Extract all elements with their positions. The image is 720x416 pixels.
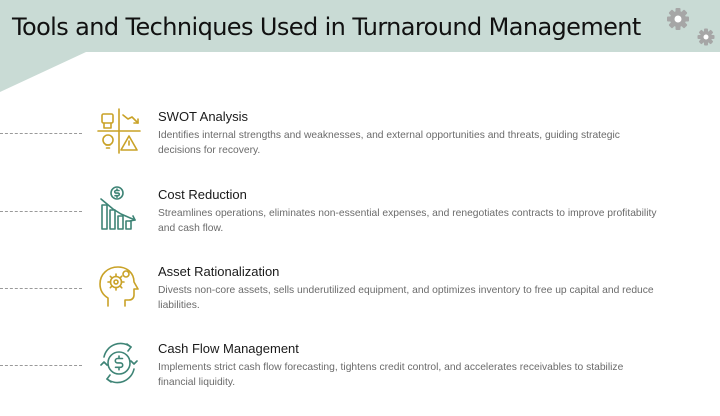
swot-icon: [96, 107, 142, 155]
item-title: Cash Flow Management: [158, 341, 299, 356]
item-description: Implements strict cash flow forecasting, tightens credit control, and accelerates receivables to stabilize financial liquidity.: [158, 362, 624, 388]
list-item-asset-rationalization: [0, 264, 720, 339]
gears-icon: [662, 4, 718, 50]
cash-flow-icon: [96, 339, 142, 387]
connector-line: [0, 211, 82, 212]
item-title: SWOT Analysis: [158, 109, 249, 124]
cost-reduction-icon: [96, 185, 142, 233]
item-title: Cost Reduction: [158, 187, 247, 202]
asset-rationalization-icon: [96, 262, 142, 310]
item-description: Streamlines operations, eliminates non-essential expenses, and renegotiates contracts to improve profitability and cash flow.: [158, 208, 657, 234]
connector-line: [0, 133, 82, 134]
item-description: Divests non-core assets, sells underutilized equipment, and optimizes inventory to free up capital and reduce liabilities.: [158, 285, 654, 311]
item-title: Asset Rationalization: [158, 264, 280, 279]
page-title: Tools and Techniques Used in Turnaround Management: [12, 13, 641, 41]
list-item-cash-flow-management: [0, 341, 720, 416]
item-description: Identifies internal strengths and weaknesses, and external opportunities and threats, guiding strategic decisions for recovery.: [158, 130, 620, 156]
connector-line: [0, 288, 82, 289]
list-item-cost-reduction: [0, 187, 720, 262]
connector-line: [0, 365, 82, 366]
list-item-swot: [0, 109, 720, 184]
